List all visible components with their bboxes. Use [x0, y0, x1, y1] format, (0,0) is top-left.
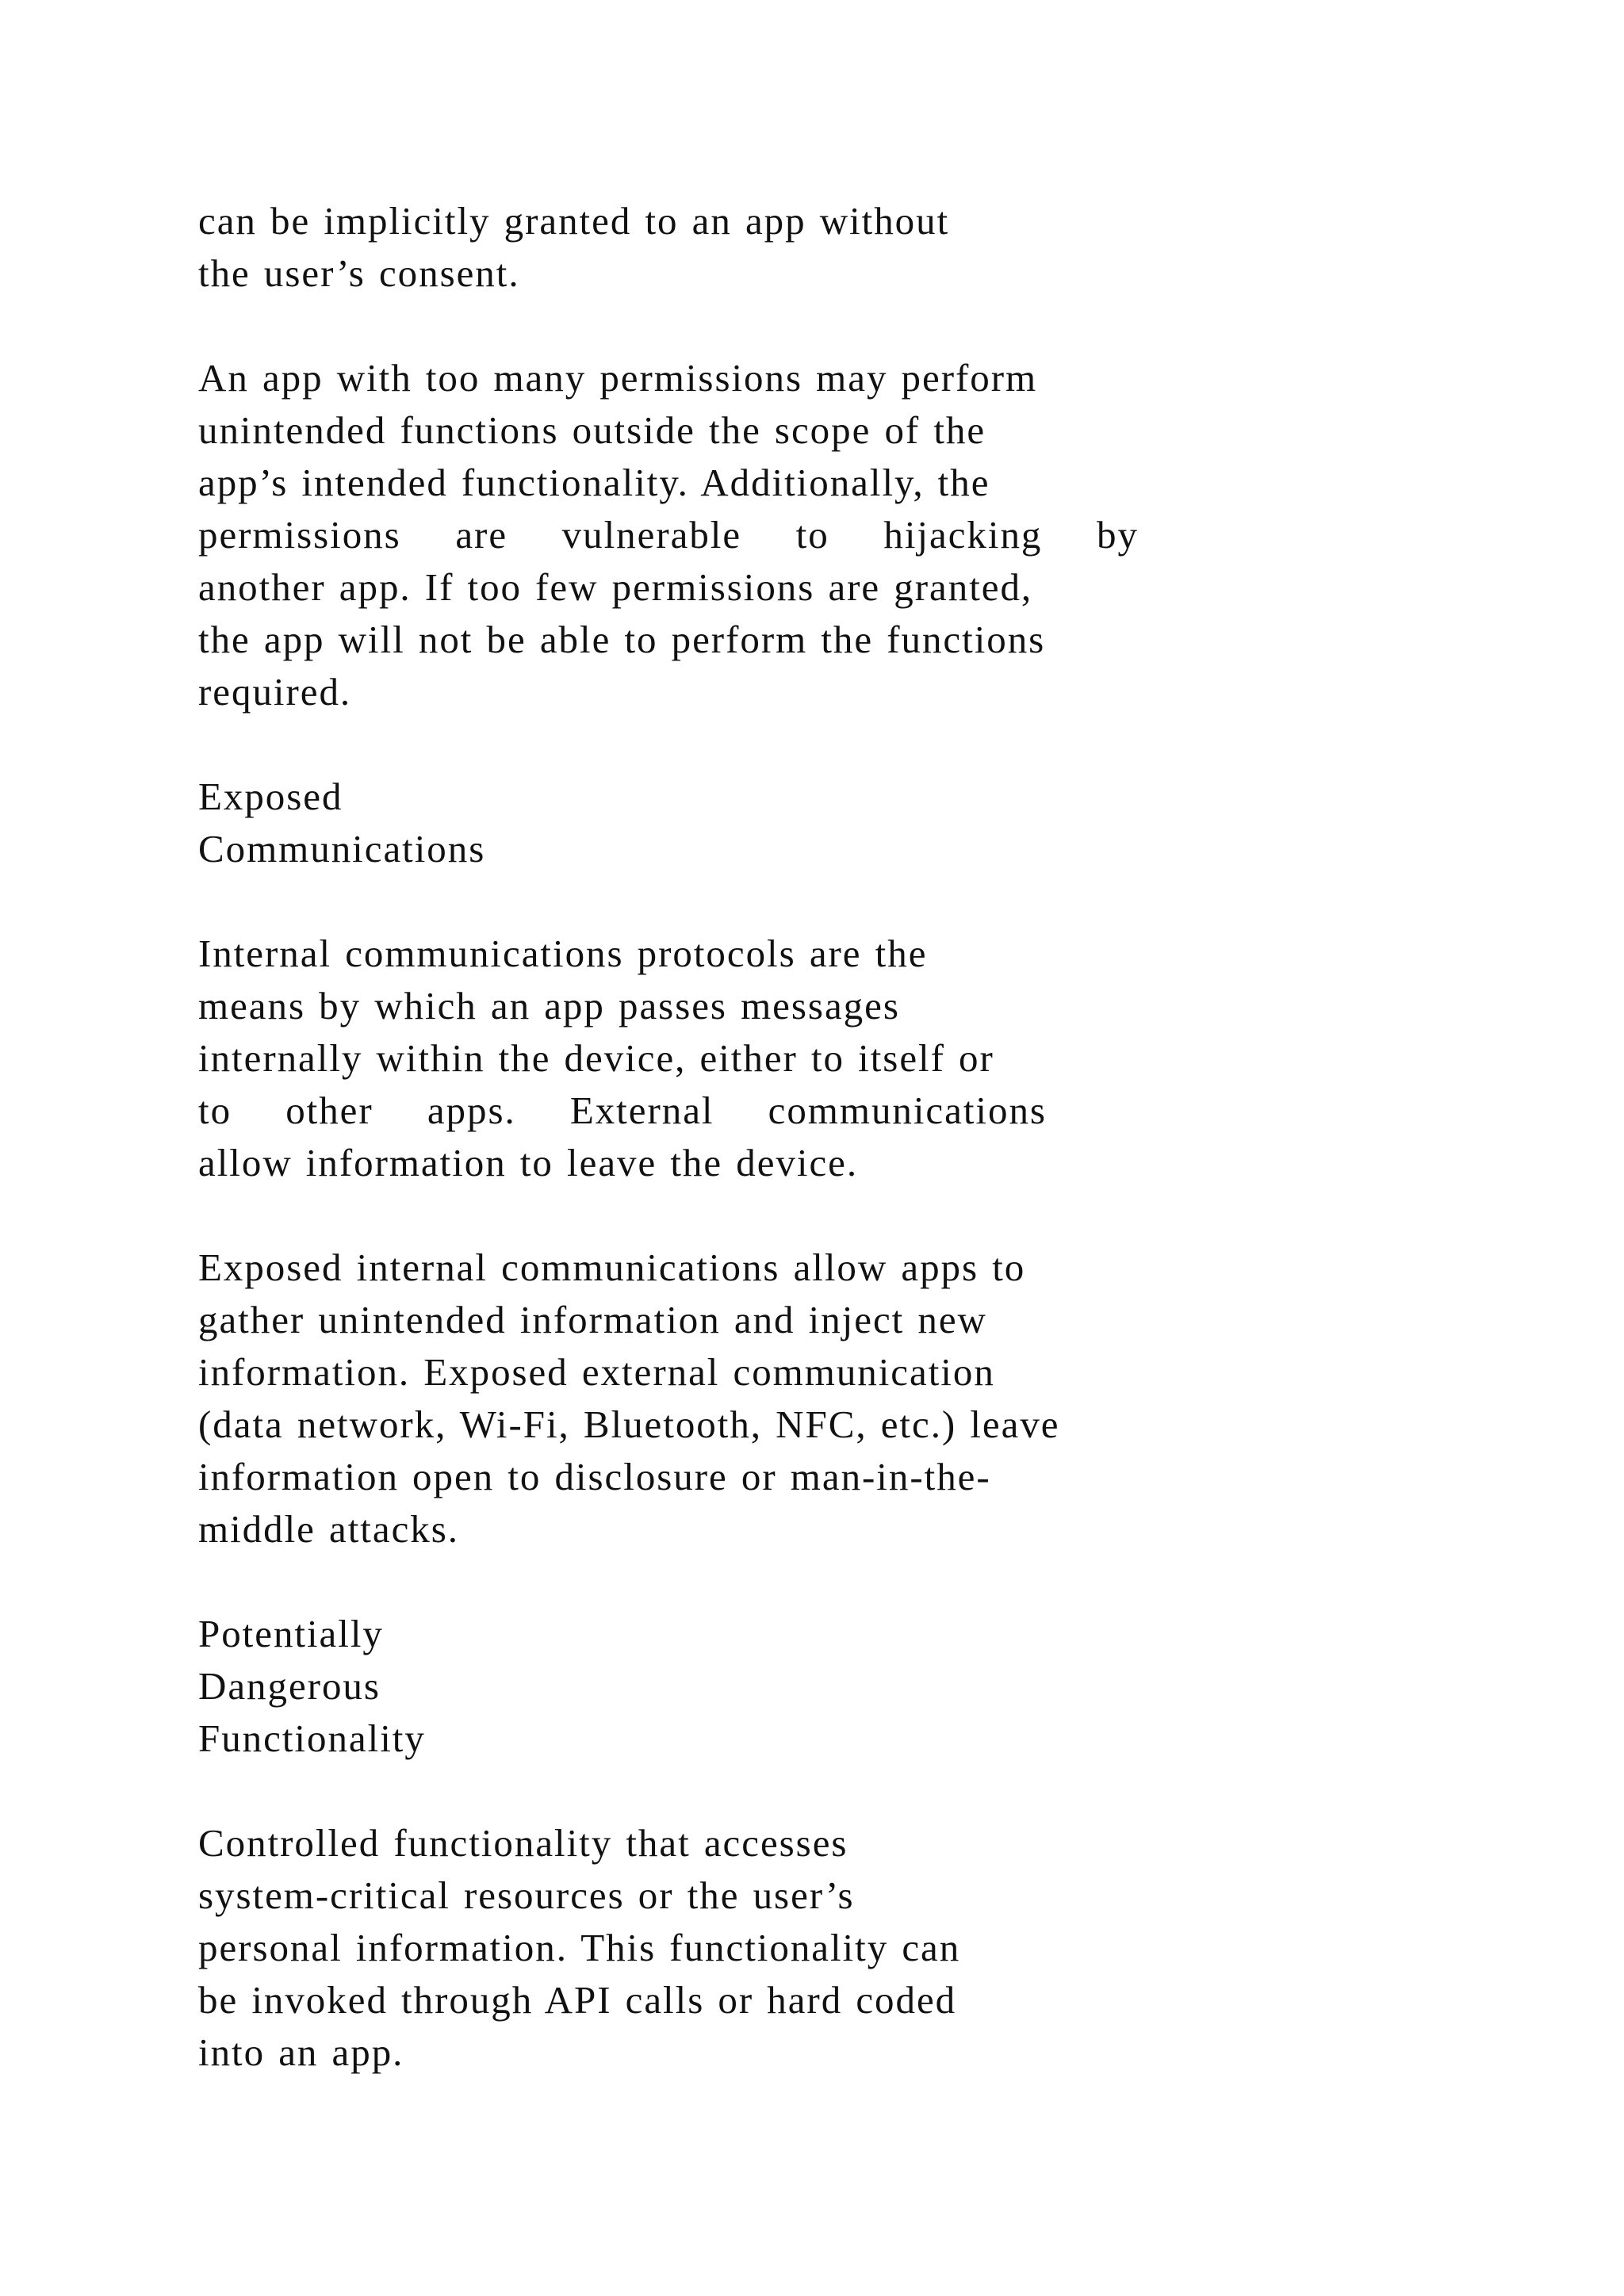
- text-line: app’s intended functionality. Additionally, the: [198, 461, 990, 504]
- text-line-justified: [198, 1085, 1047, 1137]
- text-line: system-critical resources or the user’s: [198, 1873, 855, 1917]
- text-line: personal information. This functionality can: [198, 1926, 961, 1969]
- heading-line: Potentially: [198, 1612, 384, 1655]
- text-line: be invoked through API calls or hard coded: [198, 1978, 957, 2022]
- heading-exposed-communications: [198, 771, 1150, 875]
- word: to: [795, 513, 829, 557]
- word: External: [569, 1089, 714, 1132]
- heading-line: Dangerous: [198, 1664, 381, 1708]
- paragraph-consent: [198, 195, 1150, 300]
- word: by: [1097, 513, 1139, 557]
- word: permissions: [198, 513, 401, 557]
- text-line: information open to disclosure or man-in-the-: [198, 1455, 991, 1498]
- heading-potentially-dangerous-functionality: [198, 1608, 1150, 1765]
- text-line: An app with too many permissions may perform: [198, 356, 1038, 400]
- text-line: into an app.: [198, 2030, 404, 2074]
- word: communications: [768, 1089, 1047, 1132]
- text-line: allow information to leave the device.: [198, 1141, 859, 1184]
- text-line: the user’s consent.: [198, 251, 520, 295]
- text-line: the app will not be able to perform the functions: [198, 618, 1046, 661]
- paragraph-controlled-functionality: [198, 1817, 1150, 2079]
- heading-line: Communications: [198, 827, 486, 871]
- paragraph-internal-communications: [198, 928, 1150, 1189]
- word: apps.: [427, 1089, 516, 1132]
- paragraph-permissions: [198, 352, 1150, 718]
- document-body: [198, 195, 1150, 2131]
- text-line: information. Exposed external communication: [198, 1350, 995, 1394]
- word: to: [198, 1089, 232, 1132]
- heading-line: Exposed: [198, 775, 343, 818]
- text-line: Internal communications protocols are the: [198, 932, 928, 975]
- text-line: means by which an app passes messages: [198, 984, 900, 1027]
- text-line: Exposed internal communications allow apps to: [198, 1246, 1026, 1289]
- word: are: [455, 513, 508, 557]
- text-line: can be implicitly granted to an app without: [198, 199, 950, 243]
- text-line: required.: [198, 670, 352, 714]
- text-line: Controlled functionality that accesses: [198, 1821, 848, 1865]
- text-line-justified: [198, 509, 1139, 561]
- text-line: gather unintended information and inject new: [198, 1298, 987, 1341]
- word: hijacking: [883, 513, 1043, 557]
- word: vulnerable: [561, 513, 742, 557]
- text-line: (data network, Wi-Fi, Bluetooth, NFC, etc.) leave: [198, 1402, 1060, 1446]
- text-line: internally within the device, either to itself or: [198, 1036, 994, 1080]
- paragraph-exposed-internal: [198, 1242, 1150, 1556]
- word: other: [285, 1089, 373, 1132]
- text-line: unintended functions outside the scope of the: [198, 408, 986, 452]
- heading-line: Functionality: [198, 1716, 426, 1760]
- text-line: another app. If too few permissions are granted,: [198, 565, 1033, 609]
- text-line: middle attacks.: [198, 1507, 459, 1551]
